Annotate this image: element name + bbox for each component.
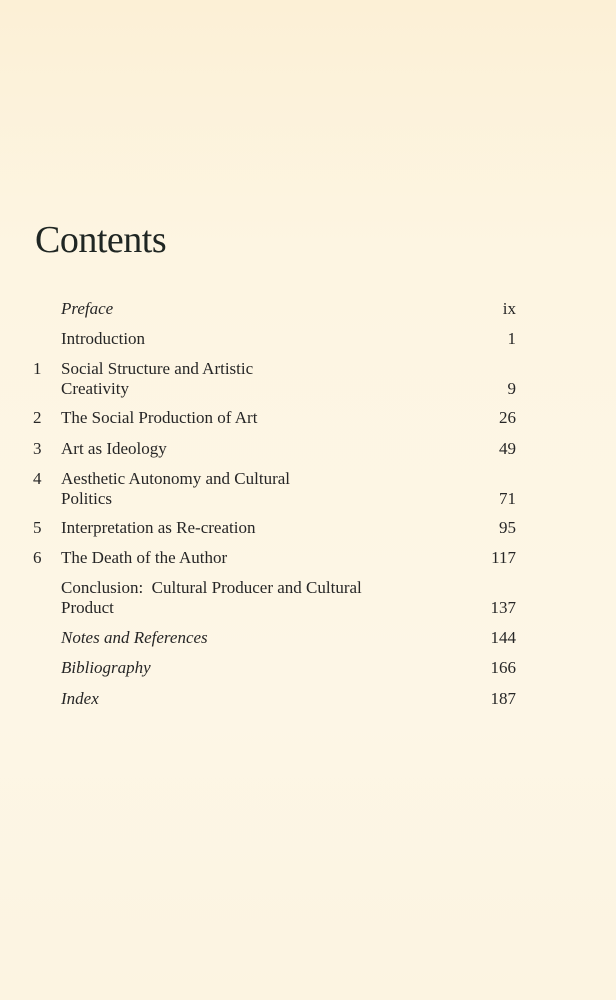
entry-title-line: Creativity [61, 379, 129, 398]
page-number: 9 [507, 379, 516, 398]
chapter-number: 1 [33, 359, 42, 378]
page-number: 95 [499, 518, 516, 537]
entry-title [61, 469, 421, 509]
entry-title: Introduction [61, 329, 146, 348]
entry-title: Interpretation as Re-creation [61, 518, 256, 537]
page-number: 187 [490, 689, 516, 708]
page-number: 117 [491, 548, 516, 567]
entry-title-line: Politics [61, 489, 113, 508]
page-number: ix [502, 299, 516, 318]
chapter-number: 3 [33, 439, 42, 458]
page-number: 137 [490, 598, 516, 617]
entry-title [61, 359, 421, 399]
page-number: 49 [499, 439, 516, 458]
entry-title-line: Social Structure and Artistic [61, 359, 254, 378]
chapter-number: 5 [33, 518, 42, 537]
chapter-number: 4 [33, 469, 42, 488]
chapter-number: 6 [33, 548, 42, 567]
page-number: 26 [499, 408, 516, 427]
page-number: 1 [507, 329, 516, 348]
entry-title-line: Product [61, 598, 114, 617]
chapter-number: 2 [33, 408, 42, 427]
entry-title: Bibliography [61, 658, 151, 677]
entry-title: Art as Ideology [61, 439, 167, 458]
entry-title [61, 578, 461, 618]
page-title: Contents [35, 219, 167, 261]
entry-title: Index [61, 689, 99, 708]
entry-title-line: Conclusion: Cultural Producer and Cultural [61, 578, 362, 597]
page-number: 166 [490, 658, 516, 677]
page-number: 144 [490, 628, 516, 647]
entry-title: Notes and References [61, 628, 208, 647]
entry-title-line: Aesthetic Autonomy and Cultural [61, 469, 290, 488]
entry-title: Preface [61, 299, 114, 318]
page-number: 71 [499, 489, 516, 508]
entry-title: The Death of the Author [61, 548, 228, 567]
entry-title: The Social Production of Art [61, 408, 258, 427]
